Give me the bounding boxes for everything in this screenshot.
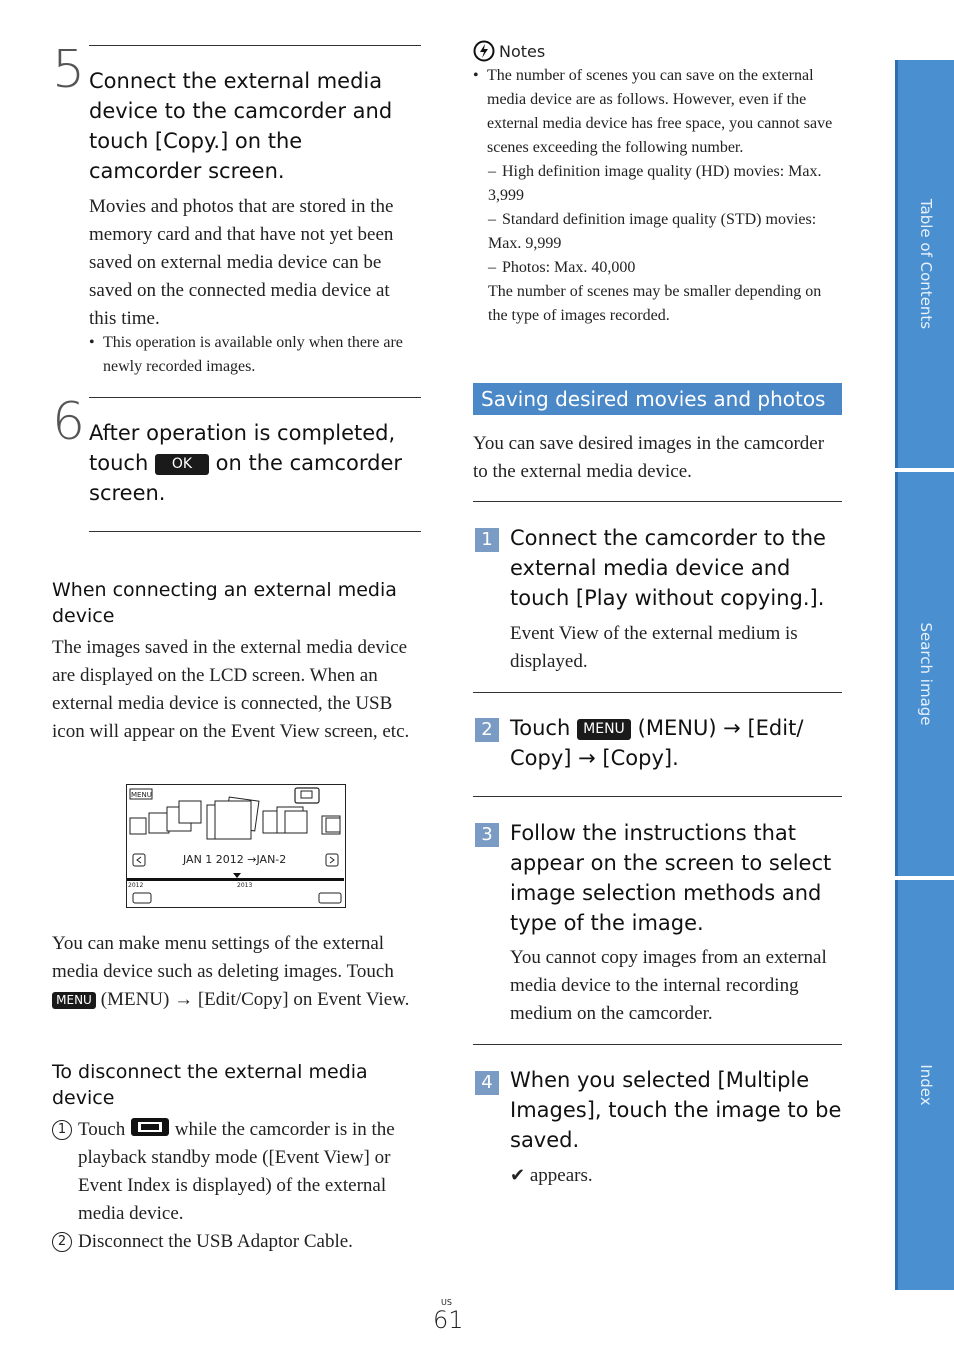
step-body (510, 1162, 842, 1190)
divider (89, 45, 421, 46)
step-heading (89, 418, 421, 508)
note-dash-text: Photos: Max. 40,000 (502, 259, 636, 276)
step-heading: Follow the instructions that appear on the screen to select image selection methods and type of the image. (510, 821, 832, 935)
section-title-bar: Saving desired movies and photos (473, 383, 842, 415)
circled-number: 2 (52, 1232, 72, 1252)
notes-bullets (473, 64, 843, 160)
notes-header (473, 40, 545, 62)
step-body: Movies and photos that are stored in the memory card and that have not yet been saved on external media device can be saved on the connected media device at this time. (89, 196, 394, 329)
section-body (52, 930, 424, 1014)
circled-number: 1 (52, 1120, 72, 1140)
heading-text: touch (89, 451, 149, 475)
event-view-screen-illustration (126, 784, 346, 908)
item-text: while the camcorder is in the playback standby mode ([Event View] or Event Index is displayed) of the external media device. (78, 1119, 395, 1224)
tab-index[interactable] (895, 880, 954, 1290)
step-number: 6 (52, 392, 86, 452)
list-item (52, 1228, 424, 1256)
item-text: Touch (78, 1119, 126, 1140)
step-body: You cannot copy images from an external media device to the internal recording medium on the camcorder. (510, 947, 827, 1024)
note-item: • The number of scenes you can save on the external media device are as follows. However, even if the external media device has free space, you cannot save scenes exceeding the following number. (473, 64, 843, 160)
section-subheading: To disconnect the external media device (52, 1061, 368, 1109)
heading-text: on the camcorder screen. (89, 451, 403, 505)
divider (473, 796, 842, 797)
caution-icon (473, 40, 495, 62)
checkmark-icon: ✔ (510, 1165, 526, 1186)
tab-table-of-contents[interactable] (895, 60, 954, 468)
note-dash-text: Standard definition image quality (STD) movies: Max. 9,999 (488, 211, 817, 252)
step-bullets (89, 331, 421, 379)
note-dash-text: High definition image quality (HD) movies: Max. 3,999 (488, 163, 822, 204)
divider (473, 692, 842, 693)
body-text: You can make menu settings of the external media device such as deleting images. (52, 933, 385, 982)
region-code: US (441, 1298, 452, 1307)
divider (89, 531, 421, 532)
notes-title: Notes (499, 41, 546, 61)
section-body: The images saved in the external media device are displayed on the LCD screen. When an external media device is connected, the USB icon will appear on the Event View screen, etc. (52, 637, 410, 742)
step-number-box: 3 (475, 823, 499, 847)
step-number-box: 4 (475, 1071, 499, 1095)
menu-label: MENU (131, 791, 152, 799)
playback-button-icon (130, 1116, 170, 1138)
body-text: appears. (529, 1165, 593, 1186)
bullet-item: • This operation is available only when there are newly recorded images. (89, 331, 421, 379)
list-item (52, 1116, 424, 1228)
numbered-list (52, 1116, 424, 1256)
note-dash-item: – High definition image quality (HD) movies: Max. 3,999 (488, 163, 822, 204)
ok-button-icon: OK (155, 454, 209, 475)
page-number: 61 (433, 1306, 464, 1334)
tab-search-image[interactable] (895, 472, 954, 876)
body-text: Touch (346, 961, 394, 982)
note-dash-item: – Photos: Max. 40,000 (488, 259, 636, 276)
step-heading: When you selected [Multiple Images], touch the image to be saved. (510, 1068, 842, 1152)
heading-text: (MENU) → [Edit/ (637, 716, 804, 740)
event-view-graphic (127, 785, 344, 906)
notes-content (473, 64, 843, 328)
divider (473, 1044, 842, 1045)
item-text: Disconnect the USB Adaptor Cable. (78, 1231, 353, 1252)
heading-text: Copy] → [Copy]. (510, 746, 679, 770)
tab-label: Index (917, 1064, 935, 1106)
tab-label: Table of Contents (917, 198, 935, 330)
step-heading: Connect the external media device to the camcorder and touch [Copy.] on the camcorder screen. (89, 69, 393, 183)
section-intro: You can save desired images in the camcorder to the external media device. (473, 433, 825, 482)
heading-text: Touch (510, 716, 571, 740)
body-text: (MENU) → [Edit/Copy] on Event View. (100, 989, 410, 1010)
step-number-box: 1 (475, 528, 499, 552)
heading-text: After operation is completed, (89, 421, 396, 445)
menu-button-icon: MENU (577, 719, 631, 740)
tab-label: Search image (917, 622, 935, 726)
year-label: 2012 (128, 882, 144, 889)
note-tail: The number of scenes may be smaller depending on the type of images recorded. (488, 283, 822, 324)
divider (473, 501, 842, 502)
step-number: 5 (52, 40, 86, 100)
menu-button-icon: MENU (52, 992, 96, 1009)
step-body: Event View of the external medium is displayed. (510, 623, 798, 672)
date-range: JAN 1 2012 →JAN-2 (183, 853, 287, 866)
section-subheading: When connecting an external media device (52, 579, 397, 627)
step-heading: Connect the camcorder to the external media device and touch [Play without copying.]. (510, 526, 826, 610)
divider (89, 397, 421, 398)
step-heading (510, 713, 842, 773)
step-number-box: 2 (475, 718, 499, 742)
year-label: 2013 (237, 882, 253, 889)
note-dash-item: – Standard definition image quality (STD) movies: Max. 9,999 (488, 211, 817, 252)
